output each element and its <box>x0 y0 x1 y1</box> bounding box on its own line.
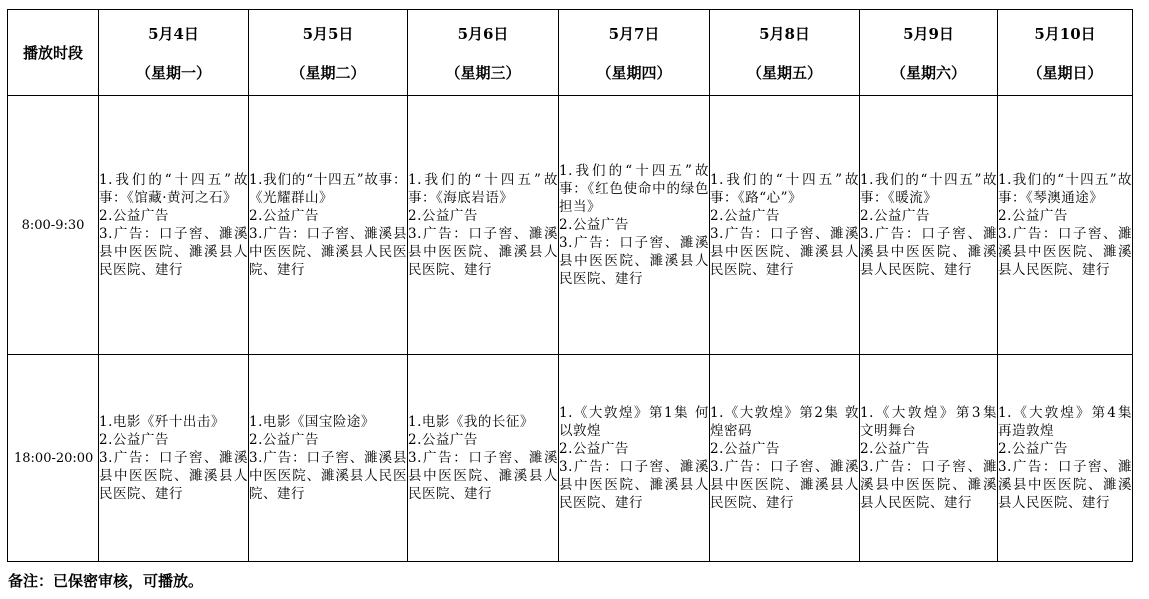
header-row <box>8 10 1133 96</box>
day-header <box>408 10 559 96</box>
time-slot: 8:00-9:30 <box>8 96 99 355</box>
day-weekday: （星期四） <box>596 63 672 82</box>
program-item: 1.我们的“十四五”故事：《馆藏·黄河之石》 <box>99 172 248 206</box>
program-item: 3.广告：口子窖、濉溪县中医医院、濉溪县人民医院、建行 <box>559 235 709 287</box>
program-cell <box>99 96 249 355</box>
day-header <box>710 10 860 96</box>
evening-row <box>8 355 1133 562</box>
program-item: 2.公益广告 <box>559 217 629 233</box>
time-slot: 18:00-20:00 <box>8 355 99 562</box>
program-cell <box>408 355 559 562</box>
day-header <box>249 10 408 96</box>
program-item: 3.广告：口子窖、濉溪县中医医院、濉溪县人民医院、建行 <box>99 450 248 502</box>
program-item: 3.广告：口子窖、濉溪县中医医院、濉溪县人民医院、建行 <box>710 459 859 511</box>
morning-row <box>8 96 1133 355</box>
schedule-table <box>7 9 1133 562</box>
program-item: 1.我们的“十四五”故事：《路“心”》 <box>710 172 859 206</box>
program-item: 2.公益广告 <box>99 208 169 224</box>
program-item: 2.公益广告 <box>998 208 1068 224</box>
program-item: 3.广告：口子窖、濉溪县中医医院、濉溪县人民医院、建行 <box>860 459 997 511</box>
day-date: 5月6日 <box>457 24 509 43</box>
program-item: 1.电影《国宝险途》 <box>249 414 375 430</box>
program-item: 1.我们的“十四五”故事：《海底岩语》 <box>408 172 558 206</box>
program-item: 3.广告：口子窖、濉溪县中医医院、濉溪县人民医院、建行 <box>559 459 709 511</box>
program-item: 2.公益广告 <box>998 441 1068 457</box>
day-date: 5月8日 <box>759 24 810 43</box>
day-header <box>99 10 249 96</box>
program-cell <box>998 355 1133 562</box>
day-weekday: （星期五） <box>746 63 822 82</box>
program-cell <box>710 355 860 562</box>
program-cell <box>408 96 559 355</box>
program-item: 1.我们的“十四五”故事：《光耀群山》 <box>249 172 407 206</box>
day-header <box>559 10 710 96</box>
program-item: 3.广告：口子窖、濉溪县中医医院、濉溪县人民医院、建行 <box>249 450 407 502</box>
program-item: 1.《大敦煌》第1集 何以敦煌 <box>559 405 709 439</box>
program-item: 1.我们的“十四五”故事：《暖流》 <box>860 172 997 206</box>
program-item: 3.广告：口子窖、濉溪县中医医院、濉溪县人民医院、建行 <box>249 226 407 278</box>
slot-header: 播放时段 <box>8 10 99 96</box>
program-item: 2.公益广告 <box>710 208 780 224</box>
program-item: 1.《大敦煌》第2集 敦煌密码 <box>710 405 859 439</box>
day-date: 5月10日 <box>1034 24 1096 43</box>
program-item: 3.广告：口子窖、濉溪县中医医院、濉溪县人民医院、建行 <box>408 226 558 278</box>
program-item: 2.公益广告 <box>249 208 319 224</box>
program-item: 3.广告：口子窖、濉溪县中医医院、濉溪县人民医院、建行 <box>99 226 248 278</box>
day-weekday: （星期三） <box>445 63 521 82</box>
day-weekday: （星期一） <box>135 63 211 82</box>
program-item: 2.公益广告 <box>559 441 629 457</box>
program-item: 1.电影《我的长征》 <box>408 414 534 430</box>
footer-note: 备注：已保密审核，可播放。 <box>8 572 204 590</box>
program-item: 3.广告：口子窖、濉溪县中医医院、濉溪县人民医院、建行 <box>998 459 1132 511</box>
day-weekday: （星期六） <box>890 63 966 82</box>
program-item: 3.广告：口子窖、濉溪县中医医院、濉溪县人民医院、建行 <box>710 226 859 278</box>
program-item: 3.广告：口子窖、濉溪县中医医院、濉溪县人民医院、建行 <box>998 226 1132 278</box>
day-date: 5月7日 <box>608 24 660 43</box>
program-item: 1.电影《歼十出击》 <box>99 414 225 430</box>
program-cell <box>998 96 1133 355</box>
program-item: 2.公益广告 <box>860 208 930 224</box>
program-item: 2.公益广告 <box>249 432 319 448</box>
day-date: 5月9日 <box>903 24 954 43</box>
program-cell <box>860 355 998 562</box>
program-item: 1.《大敦煌》第3集 文明舞台 <box>860 405 997 439</box>
program-item: 1.我们的“十四五”故事：《红色使命中的绿色担当》 <box>559 163 709 215</box>
program-item: 2.公益广告 <box>860 441 930 457</box>
program-cell <box>249 355 408 562</box>
day-weekday: （星期日） <box>1027 63 1103 82</box>
program-item: 3.广告：口子窖、濉溪县中医医院、濉溪县人民医院、建行 <box>408 450 558 502</box>
program-cell <box>710 96 860 355</box>
program-item: 2.公益广告 <box>99 432 169 448</box>
program-cell <box>559 96 710 355</box>
program-cell <box>559 355 710 562</box>
program-cell <box>860 96 998 355</box>
program-item: 2.公益广告 <box>408 208 478 224</box>
program-item: 3.广告：口子窖、濉溪县中医医院、濉溪县人民医院、建行 <box>860 226 997 278</box>
day-header <box>998 10 1133 96</box>
program-cell <box>99 355 249 562</box>
program-item: 1.《大敦煌》第4集 再造敦煌 <box>998 405 1132 439</box>
program-item: 1.我们的“十四五”故事：《琴澳通途》 <box>998 172 1132 206</box>
day-weekday: （星期二） <box>290 63 366 82</box>
day-date: 5月5日 <box>302 24 354 43</box>
program-cell <box>249 96 408 355</box>
program-item: 2.公益广告 <box>408 432 478 448</box>
day-date: 5月4日 <box>148 24 199 43</box>
program-item: 2.公益广告 <box>710 441 780 457</box>
day-header <box>860 10 998 96</box>
